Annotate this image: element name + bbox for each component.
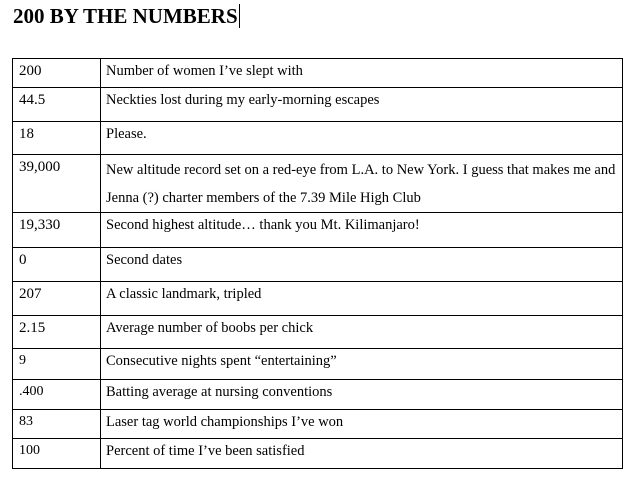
- table-row: [13, 155, 623, 213]
- description-cell[interactable]: Laser tag world championships I’ve won: [101, 410, 623, 439]
- description-cell[interactable]: Percent of time I’ve been satisfied: [101, 439, 623, 469]
- table-row: [13, 59, 623, 88]
- number-cell[interactable]: 83: [13, 410, 101, 439]
- description-cell[interactable]: Neckties lost during my early-morning escapes: [101, 88, 623, 122]
- number-cell[interactable]: 2.15: [13, 316, 101, 349]
- description-cell[interactable]: Second dates: [101, 248, 623, 282]
- number-cell[interactable]: .400: [13, 380, 101, 410]
- table-row: [13, 439, 623, 469]
- number-cell[interactable]: 19,330: [13, 213, 101, 248]
- number-cell[interactable]: 100: [13, 439, 101, 469]
- number-cell[interactable]: 9: [13, 349, 101, 380]
- document-title[interactable]: 200 BY THE NUMBERS: [13, 4, 238, 28]
- table-row: [13, 410, 623, 439]
- description-cell[interactable]: Consecutive nights spent “entertaining”: [101, 349, 623, 380]
- description-cell[interactable]: A classic landmark, tripled: [101, 282, 623, 316]
- number-cell[interactable]: 39,000: [13, 155, 101, 213]
- number-cell[interactable]: 44.5: [13, 88, 101, 122]
- table-row: [13, 248, 623, 282]
- table-row: [13, 213, 623, 248]
- table-row: [13, 122, 623, 155]
- table-row: [13, 88, 623, 122]
- description-cell[interactable]: Please.: [101, 122, 623, 155]
- table-row: [13, 349, 623, 380]
- description-cell[interactable]: Average number of boobs per chick: [101, 316, 623, 349]
- text-cursor: [239, 4, 240, 28]
- table-row: [13, 316, 623, 349]
- number-cell[interactable]: 0: [13, 248, 101, 282]
- description-cell[interactable]: New altitude record set on a red-eye from L.A. to New York. I guess that makes me and Jenna (?) charter members of the 7.39 Mile High Club: [101, 155, 623, 213]
- description-cell[interactable]: Second highest altitude… thank you Mt. Kilimanjaro!: [101, 213, 623, 248]
- table-row: [13, 282, 623, 316]
- number-cell[interactable]: 207: [13, 282, 101, 316]
- number-cell[interactable]: 200: [13, 59, 101, 88]
- title-area[interactable]: [13, 2, 240, 28]
- numbers-table: [12, 58, 623, 469]
- number-cell[interactable]: 18: [13, 122, 101, 155]
- description-cell[interactable]: Number of women I’ve slept with: [101, 59, 623, 88]
- table-row: [13, 380, 623, 410]
- description-cell[interactable]: Batting average at nursing conventions: [101, 380, 623, 410]
